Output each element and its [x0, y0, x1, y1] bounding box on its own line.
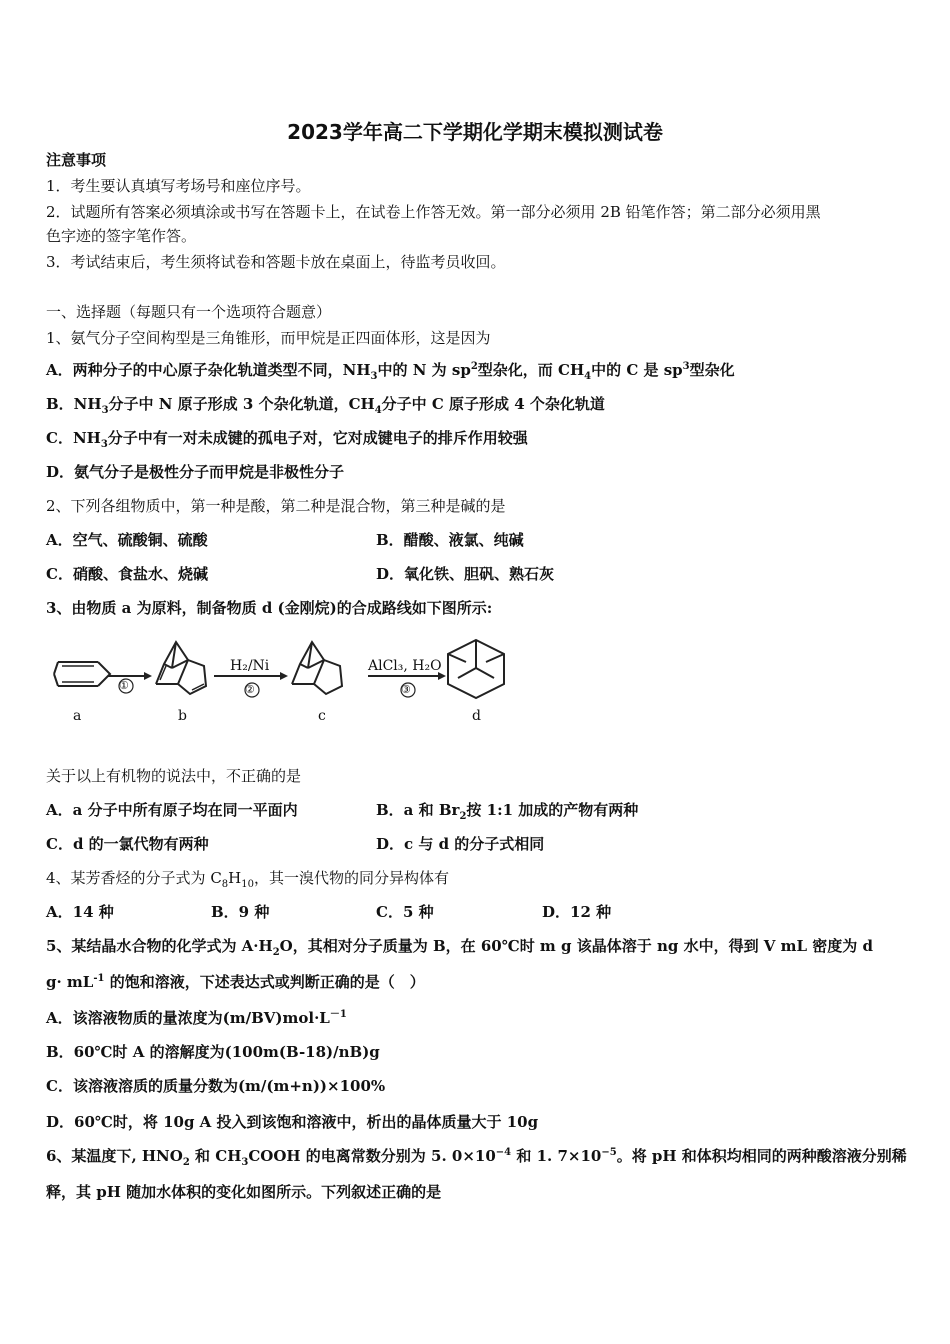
notice-item-3: 3．考试结束后，考生须将试卷和答题卡放在桌面上，待监考员收回。 [46, 253, 506, 271]
molecule-d [448, 640, 504, 698]
scheme-step-2: ② [245, 683, 255, 696]
notice-item-2-cont: 色字迹的签字笔作答。 [46, 227, 197, 245]
q1-option-d: D．氨气分子是极性分子而甲烷是非极性分子 [46, 463, 345, 481]
q5-stem-line2: $g\cdot mL^{-1}$ 的饱和溶液，下述表达式或判断正确的是（ ） [46, 973, 425, 991]
q6-stem-line2: 释，其 pH 随加水体积的变化如图所示。下列叙述正确的是 [46, 1183, 442, 1201]
page-title: 2023学年高二下学期化学期末模拟测试卷 [287, 120, 663, 144]
section-heading: 一、选择题（每题只有一个选项符合题意） [46, 303, 332, 321]
notice-heading: 注意事项 [46, 151, 107, 169]
scheme-label-c: c [318, 708, 326, 724]
q2-option-c: C．硝酸、食盐水、烧碱 [46, 565, 208, 583]
q4-option-c: C．5 种 [376, 903, 434, 921]
q5-option-b: B．60℃时 A 的溶解度为(100m(B-18)/nB)g [46, 1043, 380, 1061]
q6-stem-line1: 6、某温度下, $HNO_2$ 和 $CH_3COOH$ 的电离常数分别为 5. $0\times 10^{-4}$ 和 1. $7\times 10^{-5}$。将 pH 和体积均相同的两种酸溶液分别稀 [46, 1147, 907, 1168]
q5-option-c: C．该溶液溶质的质量分数为(m/(m+n))×100% [46, 1077, 386, 1095]
molecule-b [156, 642, 206, 694]
q3-prompt: 关于以上有机物的说法中，不正确的是 [46, 767, 302, 785]
q1-stem: 1、氨气分子空间构型是三角锥形，而甲烷是正四面体形，这是因为 [46, 329, 491, 347]
q4-option-a: A．14 种 [46, 903, 114, 921]
q2-option-b: B．醋酸、液氯、纯碱 [376, 531, 524, 549]
notice-item-1: 1．考生要认真填写考场号和座位序号。 [46, 177, 311, 195]
q1-option-b: B．$NH_3$分子中 N 原子形成 3 个杂化轨道，$CH_4$分子中 C 原子形成 4 个杂化轨道 [46, 395, 605, 416]
q3-option-c: C．d 的一氯代物有两种 [46, 835, 209, 853]
scheme-step-3: ③ [401, 683, 411, 696]
q3-stem: 3、由物质 a 为原料，制备物质 d (金刚烷)的合成路线如下图所示: [46, 599, 493, 617]
q3-option-a: A．a 分子中所有原子均在同一平面内 [46, 801, 298, 819]
molecule-a [54, 662, 110, 686]
q3-option-b: B．a 和 $Br_2$按 1:1 加成的产物有两种 [376, 801, 639, 822]
scheme-reagent-2: H₂/Ni [230, 658, 270, 674]
molecule-c [292, 642, 342, 694]
q4-option-d: D．12 种 [542, 903, 612, 921]
notice-item-2: 2．试题所有答案必须填涂或书写在答题卡上，在试卷上作答无效。第一部分必须用 2B 铅笔作答；第二部分必须用黑 [46, 203, 821, 221]
q1-option-c: C．$NH_3$分子中有一对未成键的孤电子对，它对成键电子的排斥作用较强 [46, 429, 528, 450]
q4-option-b: B．9 种 [211, 903, 270, 921]
q4-stem: 4、某芳香烃的分子式为 $C_8H_{10}$，其一溴代物的同分异构体有 [46, 869, 450, 890]
q5-option-d: D．60℃时，将 10g A 投入到该饱和溶液中，析出的晶体质量大于 10g [46, 1113, 539, 1131]
q2-option-d: D．氧化铁、胆矾、熟石灰 [376, 565, 555, 583]
q3-option-d: D．c 与 d 的分子式相同 [376, 835, 545, 853]
scheme-label-b: b [178, 708, 187, 724]
scheme-label-d: d [472, 708, 481, 724]
synthesis-scheme [46, 628, 526, 728]
q5-option-a: A．该溶液物质的量浓度为$(m/BV)mol\cdot L^{-1}$ [46, 1009, 347, 1027]
q2-option-a: A．空气、硫酸铜、硫酸 [46, 531, 208, 549]
scheme-reagent-3: AlCl₃, H₂O [368, 658, 442, 674]
q5-stem-line1: 5、某结晶水合物的化学式为 $A\cdot H_2O$，其相对分子质量为 B，在 60℃时 m g 该晶体溶于 ng 水中，得到 V mL 密度为 d [46, 937, 874, 958]
q1-option-a: A．两种分子的中心原子杂化轨道类型不同，$NH_3$中的 N 为 $sp^2$型杂化，而 $CH_4$中的 C 是 $sp^3$型杂化 [46, 361, 735, 382]
scheme-label-a: a [73, 708, 82, 724]
scheme-step-1: ① [119, 679, 129, 692]
q2-stem: 2、下列各组物质中，第一种是酸，第二种是混合物，第三种是碱的是 [46, 497, 506, 515]
